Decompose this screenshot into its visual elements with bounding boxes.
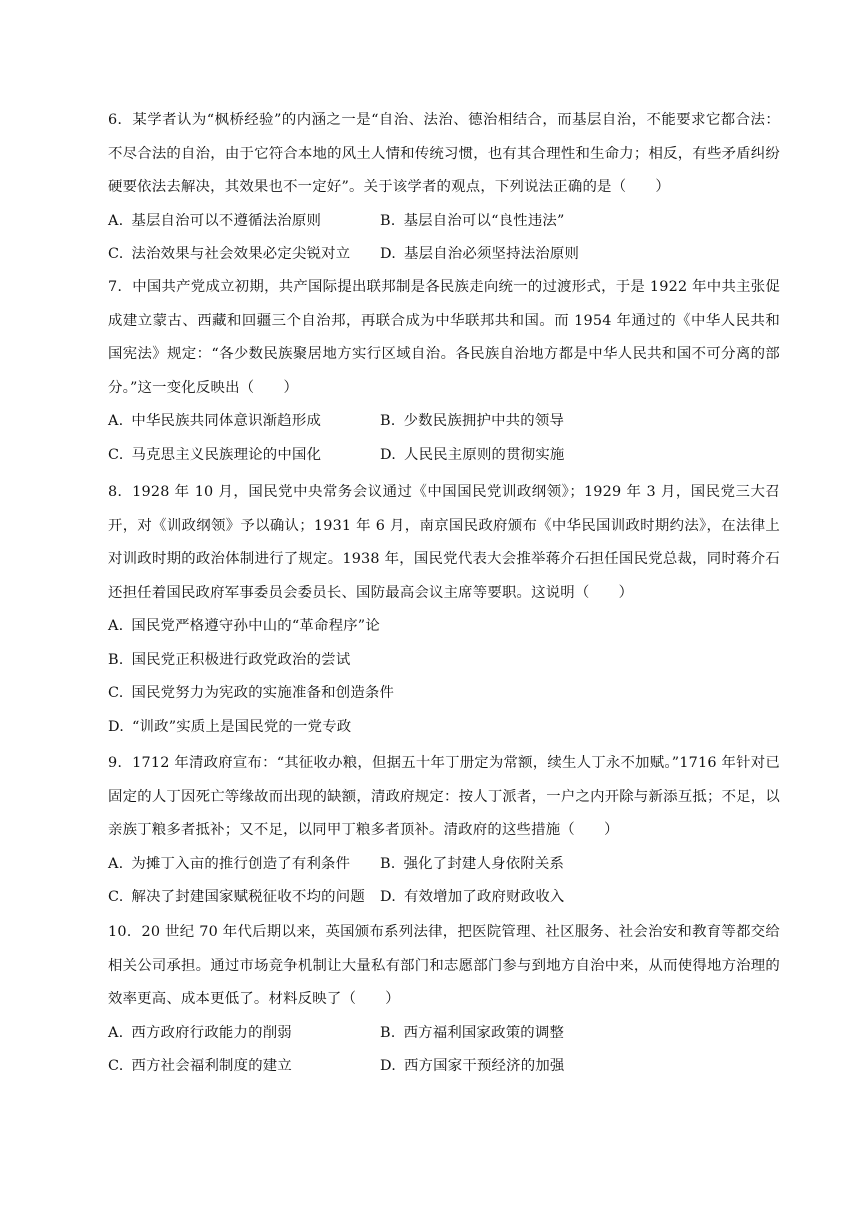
option-row bbox=[108, 1050, 780, 1084]
option-text: 西方福利国家政策的调整 bbox=[403, 1024, 565, 1041]
option-a: A. 中华民族共同体意识渐趋形成 bbox=[108, 405, 380, 439]
option-a: A. 为摊丁入亩的推行创造了有利条件 bbox=[108, 848, 380, 882]
option-c: C. 解决了封建国家赋税征收不均的问题 bbox=[108, 881, 380, 915]
question-number: 8. bbox=[108, 484, 123, 500]
option-d: D. 西方国家干预经济的加强 bbox=[380, 1050, 565, 1084]
option-text: 解决了封建国家赋税征收不均的问题 bbox=[131, 889, 365, 905]
option-text: 西方社会福利制度的建立 bbox=[131, 1058, 292, 1074]
option-row bbox=[108, 610, 780, 644]
option-row bbox=[108, 405, 780, 439]
question-9 bbox=[108, 747, 780, 915]
option-text: 中华民族共同体意识渐趋形成 bbox=[131, 413, 322, 429]
question-number: 10. bbox=[108, 924, 132, 940]
question-10 bbox=[108, 916, 780, 1084]
option-b: B. 基层自治可以“良性违法” bbox=[380, 205, 565, 239]
option-c: C. 西方社会福利制度的建立 bbox=[108, 1050, 380, 1084]
option-row bbox=[108, 881, 780, 915]
question-text: 1712 年清政府宣布：“其征收办粮，但据五十年丁册定为常额，续生人丁永不加赋。”1716 年针对已固定的人丁因死亡等缘故而出现的缺额，清政府规定：按人丁派者，一户之内开除与新添互抵；不足，以亲族丁粮多者抵补；又不足，以同甲丁粮多者顶补。清政府的这些措施（ ） bbox=[108, 755, 780, 838]
option-text: 基层自治可以“良性违法” bbox=[403, 212, 565, 229]
question-stem bbox=[108, 747, 780, 848]
option-row bbox=[108, 238, 780, 272]
option-c: C. 马克思主义民族理论的中国化 bbox=[108, 439, 380, 473]
option-text: 基层自治可以不遵循法治原则 bbox=[131, 212, 322, 229]
option-row bbox=[108, 711, 780, 745]
question-number: 7. bbox=[108, 279, 123, 295]
option-d: D. “训政”实质上是国民党的一党专政 bbox=[108, 711, 351, 745]
option-b: B. 强化了封建人身依附关系 bbox=[380, 848, 564, 882]
option-text: “训政”实质上是国民党的一党专政 bbox=[132, 718, 352, 735]
option-c: C. 法治效果与社会效果必定尖锐对立 bbox=[108, 238, 380, 272]
option-a: A. 国民党严格遵守孙中山的“革命程序”论 bbox=[108, 610, 380, 644]
option-d: D. 人民民主原则的贯彻实施 bbox=[380, 439, 565, 473]
option-text: 为摊丁入亩的推行创造了有利条件 bbox=[131, 855, 351, 872]
option-text: 马克思主义民族理论的中国化 bbox=[131, 446, 322, 463]
option-text: 西方政府行政能力的削弱 bbox=[131, 1024, 292, 1041]
option-text: 基层自治必须坚持法治原则 bbox=[404, 246, 580, 262]
option-a: A. 基层自治可以不遵循法治原则 bbox=[108, 205, 380, 239]
option-row bbox=[108, 439, 780, 473]
option-row bbox=[108, 848, 780, 882]
question-8 bbox=[108, 476, 780, 744]
option-d: D. 基层自治必须坚持法治原则 bbox=[380, 238, 579, 272]
question-text: 中国共产党成立初期，共产国际提出联邦制是各民族走向统一的过渡形式，于是 1922 年中共主张促成建立蒙古、西藏和回疆三个自治邦，再联合成为中华联邦共和国。而 1954 年通过的《中华人民共和国宪法》规定：“各少数民族聚居地方实行区域自治。各民族自治地方都是中华人民共和国不可分离的部分。”这一变化反映出（ ） bbox=[108, 279, 780, 396]
question-7 bbox=[108, 271, 780, 472]
option-text: 国民党努力为宪政的实施准备和创造条件 bbox=[131, 685, 395, 701]
option-text: 法治效果与社会效果必定尖锐对立 bbox=[131, 246, 351, 262]
question-stem bbox=[108, 104, 780, 205]
option-text: 国民党正积极进行政党政治的尝试 bbox=[131, 651, 351, 668]
option-row bbox=[108, 1017, 780, 1051]
option-text: 少数民族拥护中共的领导 bbox=[403, 413, 565, 429]
question-stem bbox=[108, 476, 780, 610]
question-6 bbox=[108, 104, 780, 272]
option-text: 有效增加了政府财政收入 bbox=[404, 889, 565, 905]
question-text: 某学者认为“枫桥经验”的内涵之一是“自治、法治、德治相结合，而基层自治，不能要求它都合法：不尽合法的自治，由于它符合本地的风土人情和传统习惯，也有其合理性和生命力；相反，有些矛盾纠纷硬要依法去解决，其效果也不一定好”。关于该学者的观点，下列说法正确的是（ ） bbox=[108, 112, 780, 195]
option-row bbox=[108, 205, 780, 239]
option-text: 强化了封建人身依附关系 bbox=[403, 855, 565, 872]
question-text: 1928 年 10 月，国民党中央常务会议通过《中国国民党训政纲领》；1929 年 3 月，国民党三大召开，对《训政纲领》予以确认；1931 年 6 月，南京国民政府颁布《中华民国训政时期约法》，在法律上对训政时期的政治体制进行了规定。1938 年，国民党代表大会推举蒋介石担任国民党总裁，同时蒋介石还担任着国民政府军事委员会委员长、国防最高会议主席等要职。这说明（ ） bbox=[108, 484, 780, 601]
option-text: 西方国家干预经济的加强 bbox=[404, 1058, 565, 1074]
question-number: 6. bbox=[108, 112, 123, 128]
option-c: C. 国民党努力为宪政的实施准备和创造条件 bbox=[108, 677, 394, 711]
option-a: A. 西方政府行政能力的削弱 bbox=[108, 1017, 380, 1051]
question-stem bbox=[108, 916, 780, 1017]
option-text: 国民党严格遵守孙中山的“革命程序”论 bbox=[131, 618, 380, 634]
option-text: 人民民主原则的贯彻实施 bbox=[404, 446, 565, 463]
option-row bbox=[108, 644, 780, 678]
option-row bbox=[108, 677, 780, 711]
option-b: B. 少数民族拥护中共的领导 bbox=[380, 405, 564, 439]
option-b: B. 国民党正积极进行政党政治的尝试 bbox=[108, 644, 350, 678]
question-stem bbox=[108, 271, 780, 405]
question-number: 9. bbox=[108, 755, 123, 771]
option-d: D. 有效增加了政府财政收入 bbox=[380, 881, 565, 915]
question-text: 20 世纪 70 年代后期以来，英国颁布系列法律，把医院管理、社区服务、社会治安和教育等都交给相关公司承担。通过市场竞争机制让大量私有部门和志愿部门参与到地方自治中来，从而使得地方治理的效率更高、成本更低了。材料反映了（ ） bbox=[108, 924, 780, 1007]
option-b: B. 西方福利国家政策的调整 bbox=[380, 1017, 564, 1051]
